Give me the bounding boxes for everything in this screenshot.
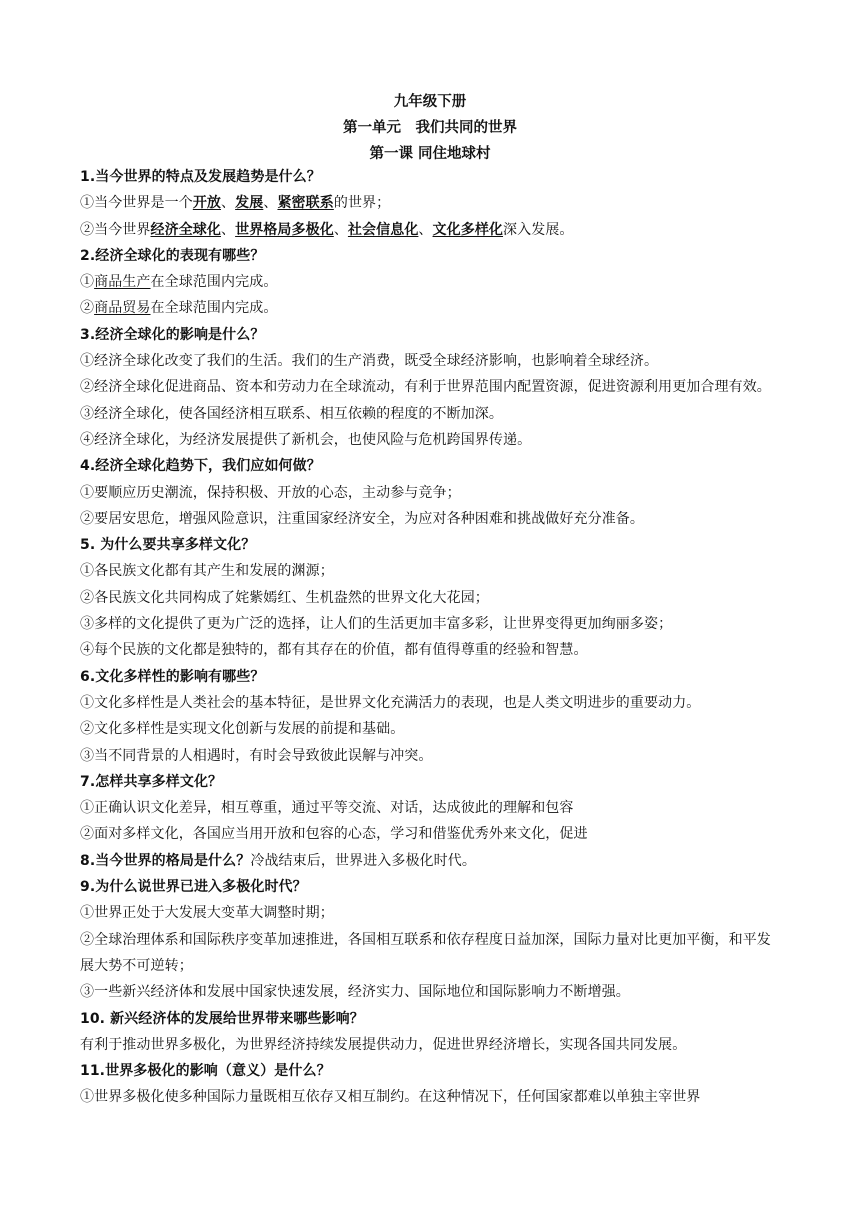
answer-3-3: ③经济全球化，使各国经济相互联系、相互依赖的程度的不断加深。 [80,405,503,422]
answer-7-1: ①正确认识文化差异，相互尊重，通过平等交流、对话，达成彼此的理解和包容 [80,800,574,817]
answer-3-4: ④经济全球化，为经济发展提供了新机会，也使风险与危机跨国界传递。 [80,431,532,448]
answer-6-3: ③当不同背景的人相遇时，有时会导致彼此误解与冲突。 [80,747,433,764]
answer-1-2: ②当今世界经济全球化、世界格局多极化、社会信息化、文化多样化深入发展。 [80,221,574,238]
answer-4-1: ①要顺应历史潮流，保持积极、开放的心态，主动参与竞争； [80,484,461,501]
question-5: 5. 为什么要共享多样文化？ [80,537,256,554]
unit-title: 第一单元 我们共同的世界 [343,120,517,136]
answer-9-2: ②全球治理体系和国际秩序变革加速推进，各国相互联系和依存程度日益加深，国际力量对比更加平衡，和平发展大势不可逆转； [80,931,771,974]
question-11: 11.世界多极化的影响（意义）是什么？ [80,1063,331,1080]
question-6: 6.文化多样性的影响有哪些？ [80,668,265,685]
answer-10: 有利于推动世界多极化，为世界经济持续发展提供动力，促进世界经济增长，实现各国共同发展。 [80,1036,687,1053]
question-4: 4.经济全球化趋势下，我们应如何做？ [80,458,321,475]
question-7: 7.怎样共享多样文化？ [80,773,223,790]
answer-3-2: ②经济全球化促进商品、资本和劳动力在全球流动，有利于世界范围内配置资源，促进资源利用更加合理有效。 [80,379,771,396]
answer-5-2: ②各民族文化共同构成了姹紫嫣红、生机盎然的世界文化大花园； [80,589,489,606]
answer-2-1: ①商品生产在全球范围内完成。 [80,274,278,291]
answer-5-4: ④每个民族的文化都是独特的，都有其存在的价值，都有值得尊重的经验和智慧。 [80,642,588,659]
answer-8: 冷战结束后，世界进入多极化时代。 [250,852,476,869]
question-9: 9.为什么说世界已进入多极化时代？ [80,879,307,896]
answer-4-2: ②要居安思危，增强风险意识，注重国家经济安全，为应对各种困难和挑战做好充分准备。 [80,510,644,527]
answer-6-1: ①文化多样性是人类社会的基本特征，是世界文化充满活力的表现，也是人类文明进步的重要动力。 [80,694,701,711]
lesson-title: 第一课 同住地球村 [369,146,491,162]
question-3: 3.经济全球化的影响是什么？ [80,326,265,343]
question-8-line [80,848,780,874]
question-2: 2.经济全球化的表现有哪些？ [80,247,265,264]
question-1: 1.当今世界的特点及发展趋势是什么？ [80,169,321,185]
answer-9-1: ①世界正处于大发展大变革大调整时期； [80,905,334,922]
document-body [80,164,780,1111]
answer-3-1: ①经济全球化改变了我们的生活。我们的生产消费，既受全球经济影响，也影响着全球经济。 [80,353,659,370]
question-10: 10. 新兴经济体的发展给世界带来哪些影响？ [80,1010,364,1027]
answer-6-2: ②文化多样性是实现文化创新与发展的前提和基础。 [80,721,405,738]
answer-5-3: ③多样的文化提供了更为广泛的选择，让人们的生活更加丰富多彩，让世界变得更加绚丽多姿； [80,616,673,633]
grade-title: 九年级下册 [393,94,467,110]
question-8: 8.当今世界的格局是什么？ [80,852,251,869]
answer-11-1: ①世界多极化使多种国际力量既相互依存又相互制约。在这种情况下，任何国家都难以单独主宰世界 [80,1089,701,1106]
answer-1-1: ①当今世界是一个开放、发展、紧密联系的世界； [80,195,391,212]
answer-9-3: ③一些新兴经济体和发展中国家快速发展，经济实力、国际地位和国际影响力不断增强。 [80,984,630,1001]
answer-7-2: ②面对多样文化，各国应当用开放和包容的心态，学习和借鉴优秀外来文化，促进 [80,826,588,843]
answer-2-2: ②商品贸易在全球范围内完成。 [80,300,278,317]
answer-5-1: ①各民族文化都有其产生和发展的渊源； [80,563,334,580]
